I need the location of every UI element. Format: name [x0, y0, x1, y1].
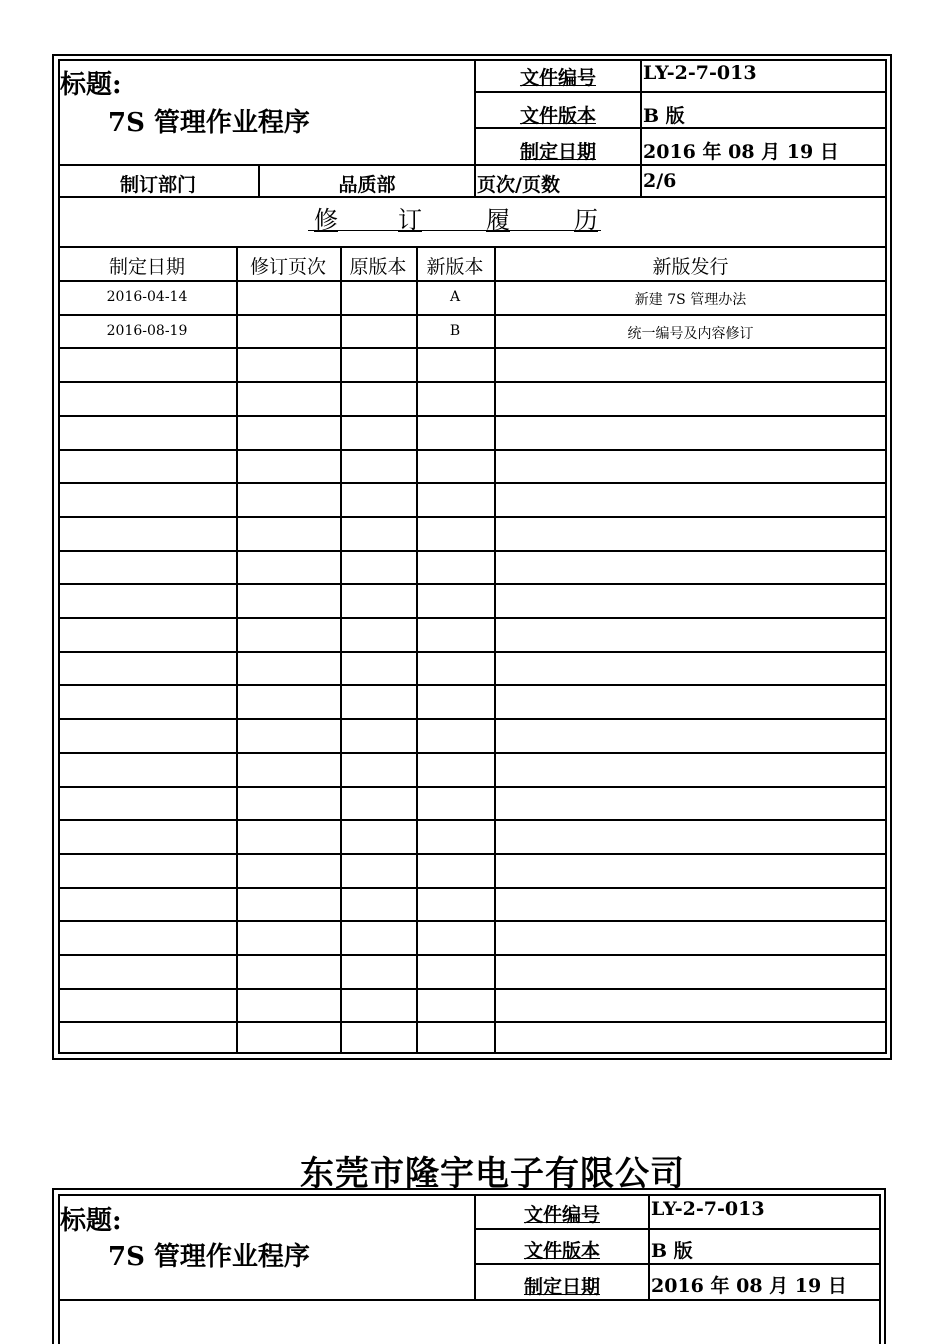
- table-line: [58, 786, 887, 788]
- table-cell: 2016-08-19: [106, 323, 188, 339]
- table-line: [58, 1021, 887, 1023]
- table-column-line: [494, 246, 496, 1054]
- next-issue-date-label: 制定日期: [523, 1276, 600, 1298]
- next-header-line: [474, 1228, 881, 1230]
- table-cell: 统一编号及内容修订: [627, 326, 754, 342]
- table-column-line: [416, 246, 418, 1054]
- next-header-line: [58, 1299, 881, 1301]
- table-line: [58, 583, 887, 585]
- table-line: [58, 651, 887, 653]
- table-line: [58, 752, 887, 754]
- revision-history-title-char: 修: [314, 206, 338, 234]
- next-file-version-label: 文件版本: [523, 1240, 600, 1262]
- page-count-label: 页次/页数: [477, 174, 560, 196]
- next-issue-date-value: 2016 年 08 月 19 日: [651, 1275, 847, 1297]
- table-line: [58, 516, 887, 518]
- next-file-version-value: B 版: [651, 1240, 693, 1262]
- revision-history-title-char: 历: [574, 206, 598, 234]
- table-line: [58, 954, 887, 956]
- next-header-divider: [648, 1194, 650, 1300]
- table-line: [58, 482, 887, 484]
- title-label: 标题:: [60, 70, 122, 100]
- column-header: 制定日期: [108, 256, 185, 278]
- table-line: [58, 449, 887, 451]
- page-count-value: 2/6: [643, 170, 677, 192]
- next-document-title: 7S 管理作业程序: [108, 1242, 310, 1272]
- table-line: [58, 853, 887, 855]
- file-number-value: LY-2-7-013: [643, 62, 757, 84]
- next-file-number-value: LY-2-7-013: [651, 1198, 765, 1220]
- column-header: 原版本: [349, 256, 407, 278]
- table-line: [58, 550, 887, 552]
- table-line: [58, 280, 887, 282]
- column-header: 新版发行: [652, 256, 729, 278]
- table-line: [58, 718, 887, 720]
- table-column-line: [236, 246, 238, 1054]
- table-line: [58, 415, 887, 417]
- revision-history-title-char: 订: [398, 206, 422, 234]
- column-header: 新版本: [426, 256, 484, 278]
- file-number-label: 文件编号: [519, 67, 596, 89]
- file-version-label: 文件版本: [519, 105, 596, 127]
- document-title: 7S 管理作业程序: [108, 108, 310, 138]
- department-label: 制订部门: [119, 174, 196, 196]
- table-cell: A: [449, 289, 461, 305]
- table-cell: B: [449, 323, 461, 339]
- issue-date-value: 2016 年 08 月 19 日: [643, 141, 839, 163]
- form-inner-frame: [58, 59, 887, 1054]
- header-line: [58, 164, 887, 166]
- table-line: [58, 684, 887, 686]
- table-line: [58, 988, 887, 990]
- table-line: [58, 381, 887, 383]
- next-header-line: [474, 1263, 881, 1265]
- column-header: 修订页次: [249, 256, 326, 278]
- table-line: [58, 314, 887, 316]
- table-line: [58, 819, 887, 821]
- revision-title-underline: [308, 230, 601, 231]
- table-cell: 2016-04-14: [106, 289, 188, 305]
- table-line: [58, 246, 887, 248]
- issue-date-label: 制定日期: [519, 141, 596, 163]
- table-line: [58, 887, 887, 889]
- revision-history-title-char: 履: [486, 206, 510, 234]
- file-version-value: B 版: [643, 105, 685, 127]
- table-cell: 新建 7S 管理办法: [634, 292, 747, 308]
- company-name: 东莞市隆宇电子有限公司: [300, 1154, 685, 1194]
- department-value: 品质部: [338, 174, 396, 196]
- table-line: [58, 347, 887, 349]
- table-line: [58, 617, 887, 619]
- next-title-label: 标题:: [60, 1206, 122, 1236]
- header-line: [474, 91, 887, 93]
- table-line: [58, 920, 887, 922]
- next-file-number-label: 文件编号: [523, 1204, 600, 1226]
- table-column-line: [340, 246, 342, 1054]
